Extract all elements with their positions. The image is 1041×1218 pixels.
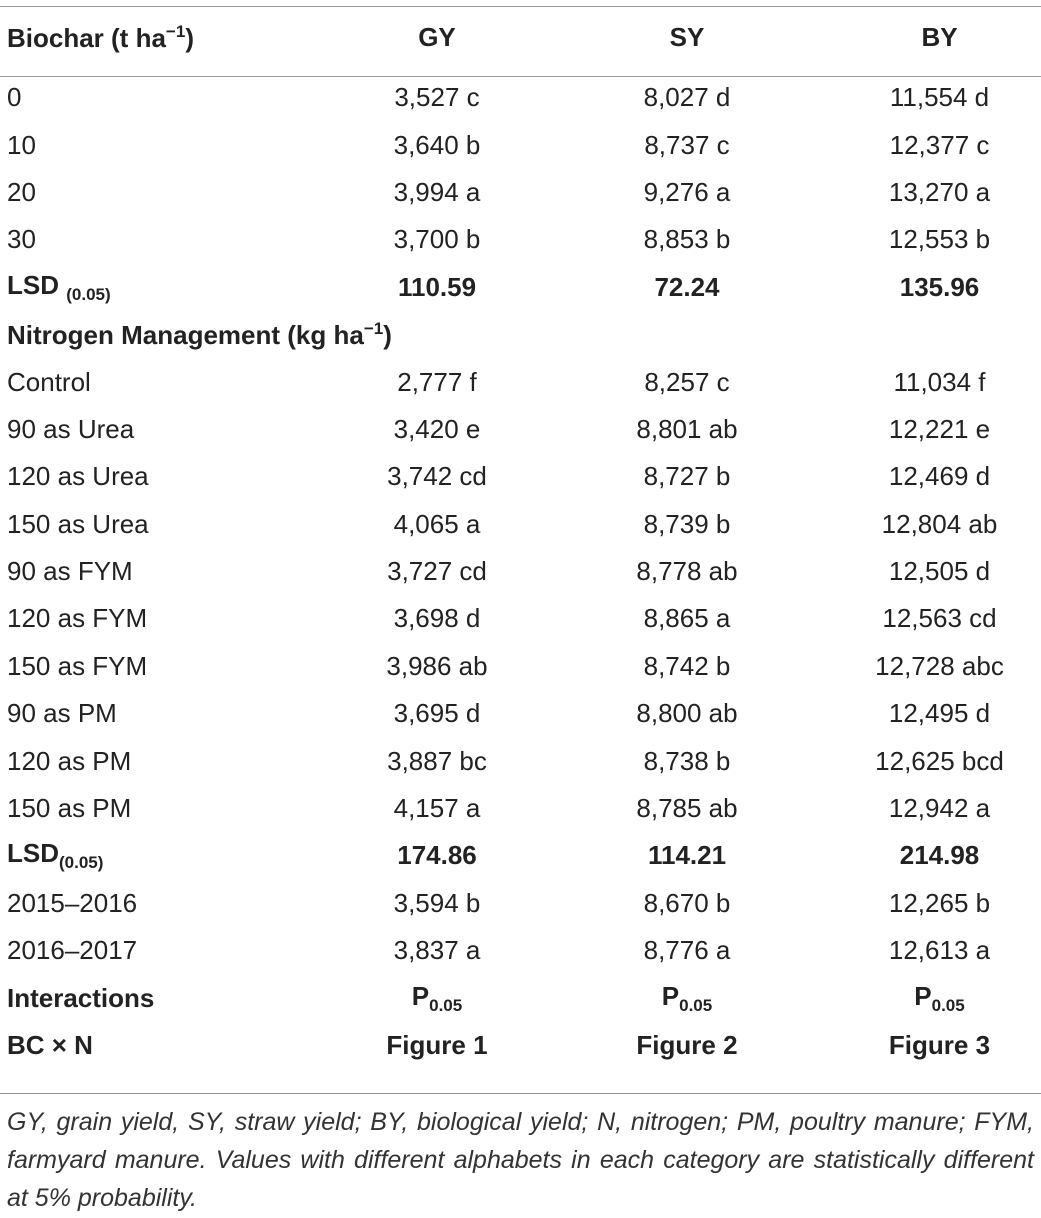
table-row: 20 3,994 a 9,276 a 13,270 a — [7, 176, 991, 207]
yield-table — [0, 16, 1041, 1069]
table-row: 0 3,527 c 8,027 d 11,554 d — [7, 82, 990, 113]
table-bottom-rule — [0, 1093, 1041, 1094]
table-row: 120 as FYM 3,698 d 8,865 a 12,563 cd — [7, 603, 997, 634]
table-row: 90 as Urea 3,420 e 8,801 ab 12,221 e — [7, 413, 991, 444]
table-row: 30 3,700 b 8,853 b 12,553 b — [7, 224, 991, 255]
table-row: 120 as PM 3,887 bc 8,738 b 12,625 bcd — [7, 745, 1004, 776]
header-sy: SY — [669, 22, 705, 52]
table-row: 90 as PM 3,695 d 8,800 ab 12,495 d — [7, 698, 991, 729]
header-biochar: Biochar (t $ha^{-1}$) — [7, 22, 194, 53]
table-row: 150 as FYM 3,986 ab 8,742 b 12,728 abc — [7, 650, 1004, 681]
table-footnote: GY, grain yield, SY, straw yield; BY, biological yield; N, nitrogen; PM, poultry manure; FYM, farmyard manure. Values with different alphabets in each category are statistically different at 5% probability. — [7, 1108, 1034, 1212]
table-top-rule — [0, 6, 1041, 7]
bc-x-n-row: BC × N Figure 1 Figure 2 Figure 3 — [7, 1030, 991, 1060]
table-row: 120 as Urea 3,742 cd 8,727 b 12,469 d — [7, 461, 991, 492]
table-row: 90 as FYM 3,727 cd 8,778 ab 12,505 d — [7, 556, 991, 587]
table-row: 150 as Urea 4,065 a 8,739 b 12,804 ab — [7, 508, 998, 539]
interactions-row: Interactions $P_{0.05}$ $P_{0.05}$ $P_{0.05}$ — [7, 980, 965, 1015]
header-gy: GY — [418, 22, 456, 52]
header-row — [0, 16, 1041, 74]
nitrogen-section-heading: Nitrogen Management (kg $ha^{-1}$) — [7, 318, 392, 350]
table-row: 150 as PM 4,157 a 8,785 ab 12,942 a — [7, 793, 991, 824]
header-by: BY — [921, 22, 958, 52]
lsd-row-biochar: LSD $_{(0.05)}$ 110.59 72.24 135.96 — [7, 269, 980, 304]
table-row: 2016–2017 3,837 a 8,776 a 12,613 a — [7, 935, 991, 966]
table-row: Control 2,777 f 8,257 c 11,034 f — [7, 366, 986, 397]
lsd-row-nitrogen: $LSD_{(0.05)}$ 174.86 114.21 214.98 — [7, 838, 980, 873]
table-row: 10 3,640 b 8,737 c 12,377 c — [7, 129, 990, 160]
table-row: 2015–2016 3,594 b 8,670 b 12,265 b — [7, 887, 991, 918]
